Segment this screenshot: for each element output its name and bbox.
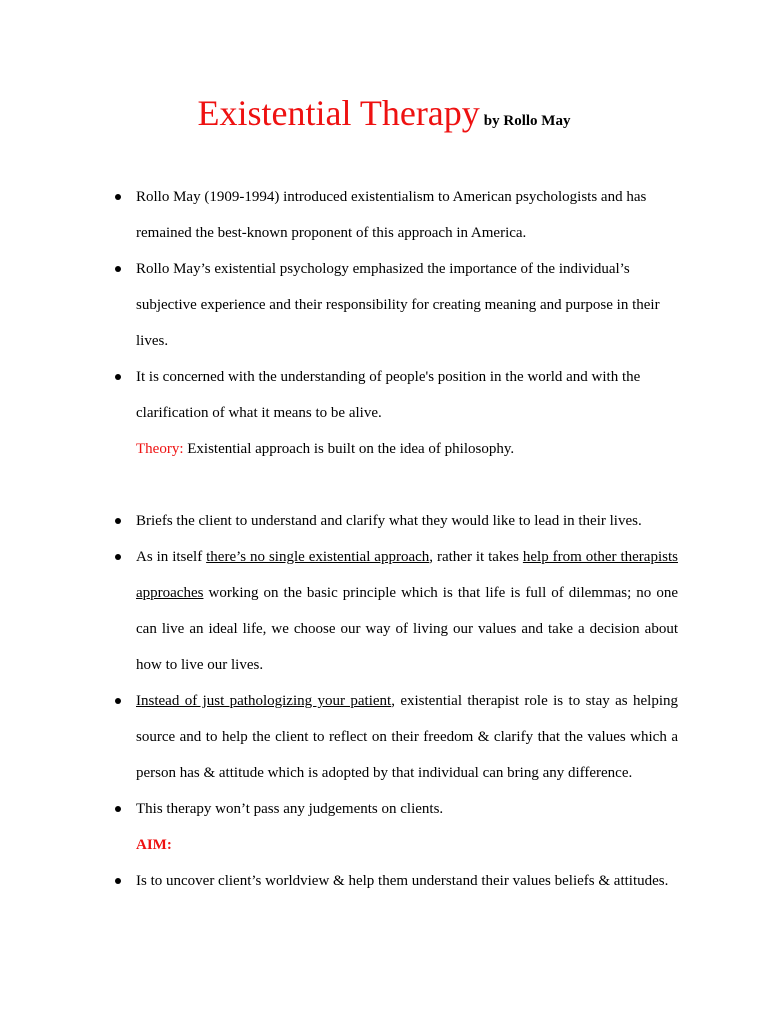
list-item: Rollo May (1909-1994) introduced existentialism to American psychologists and has remained the best-known proponent of this approach in America. (112, 179, 678, 251)
document-byline: by Rollo May (483, 113, 571, 129)
document-body (112, 179, 678, 899)
underlined-text: there’s no single existential approach (206, 549, 430, 565)
underlined-text: help from other therapists approaches (136, 549, 678, 601)
list-item: It is concerned with the understanding of people's position in the world and with the clarification of what it means to be alive. (112, 359, 678, 431)
theory-text: Existential approach is built on the idea of philosophy. (183, 441, 515, 457)
text-run: As in itself (136, 549, 207, 565)
text-run: , existential therapist role is to stay as helping source and to help the client to reflect on their freedom & clarify that the values which a person has & attitude which is adopted by that individual can bring any difference. (136, 693, 678, 781)
text-run: , rather it takes (429, 549, 523, 565)
document-header (0, 92, 768, 134)
list-item: This therapy won’t pass any judgements on clients. (112, 791, 678, 827)
document-title: Existential Therapy (197, 93, 480, 133)
bullet-list-main (112, 503, 678, 827)
spacer (112, 467, 678, 503)
list-item (112, 539, 678, 683)
underlined-text: Instead of just pathologizing your patient (136, 693, 392, 709)
list-item (112, 683, 678, 791)
bullet-list-aim (112, 863, 678, 899)
bullet-list-intro (112, 179, 678, 431)
text-run: working on the basic principle which is that life is full of dilemmas; no one can live an ideal life, we choose our way of living our values and take a decision about how to live our lives. (136, 585, 678, 673)
theory-label: Theory: (136, 441, 184, 457)
list-item: Rollo May’s existential psychology emphasized the importance of the individual’s subjective experience and their responsibility for creating meaning and purpose in their lives. (112, 251, 678, 359)
list-item: Is to uncover client’s worldview & help them understand their values beliefs & attitudes. (112, 863, 678, 899)
aim-heading: AIM: (136, 837, 172, 853)
list-item: Briefs the client to understand and clarify what they would like to lead in their lives. (112, 503, 678, 539)
theory-note (112, 431, 678, 467)
